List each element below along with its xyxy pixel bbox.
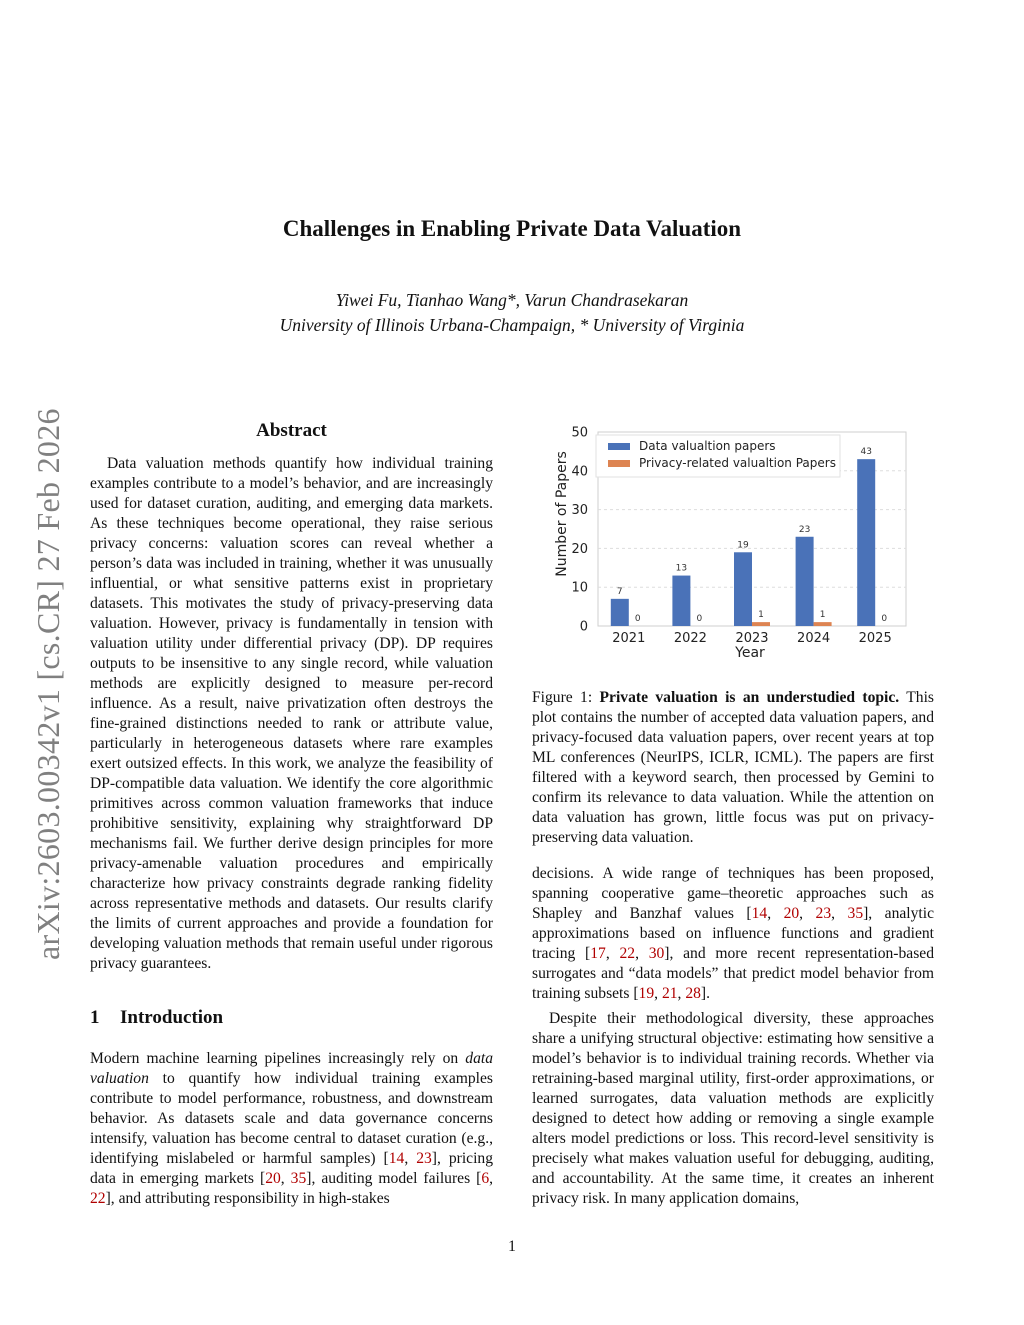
bar-data-valuation bbox=[672, 576, 690, 626]
legend-label-data-valuation: Data valualtion papers bbox=[639, 439, 776, 453]
x-tick-label: 2021 bbox=[612, 631, 646, 646]
y-tick-label: 30 bbox=[571, 503, 588, 519]
figure-caption-text: Figure 1: Private valuation is an understudied topic. This plot contains the number of accepted data valuation papers, and privacy-focused data valuation papers, over recent years at top ML conferences (NeurIPS, ICLR, ICML). The papers are first filtered with a keyword search, then processed by Gemini to confirm its relevance to data valuation. While the attention on data valuation has grown, little focus was put on privacy-preserving data valuation. bbox=[532, 689, 935, 846]
intro-paragraph: Modern machine learning pipelines increasingly rely on data valuation to quantify how individual training examples contribute to model performance, robustness, and downstream behavior. As datasets scale and data governance concerns intensify, valuation has become central to dataset curation (e.g., identifying mislabeled or harmful samples) [14, 23], pricing data in emerging markets [20, 35], auditing model failures [6, 22], and attributing responsibility in high-stakes bbox=[90, 1050, 494, 1207]
abstract-body bbox=[90, 454, 493, 974]
abstract-heading: Abstract bbox=[256, 420, 327, 441]
bar-data-valuation bbox=[857, 459, 875, 626]
x-axis-label: Year bbox=[735, 645, 765, 661]
citation-link[interactable]: 20 bbox=[265, 1170, 281, 1187]
figure-1-bar-chart bbox=[540, 418, 940, 668]
x-tick-label: 2023 bbox=[735, 631, 769, 646]
citation-link[interactable]: 28 bbox=[685, 985, 701, 1002]
x-tick-label: 2024 bbox=[797, 631, 831, 646]
data-label-privacy: 1 bbox=[758, 610, 764, 621]
citation-link[interactable]: 35 bbox=[847, 905, 864, 922]
bar-data-valuation bbox=[796, 537, 814, 626]
data-label-data-valuation: 43 bbox=[860, 447, 872, 458]
citation-link[interactable]: 17 bbox=[590, 945, 606, 962]
author-affiliations: University of Illinois Urbana-Champaign, * University of Virginia bbox=[279, 315, 745, 335]
section-heading bbox=[90, 1007, 223, 1029]
citation-link[interactable]: 20 bbox=[783, 905, 800, 922]
citation-link[interactable]: 19 bbox=[638, 985, 655, 1002]
section-number: 1 bbox=[90, 1007, 100, 1028]
y-tick-label: 0 bbox=[579, 619, 588, 635]
arxiv-sidebar-label: arXiv:2603.00342v1 [cs.CR] 27 Feb 2026 bbox=[30, 408, 66, 960]
intro-paragraph-3: Despite their methodological diversity, these approaches share a unifying structural objective: estimating how sensitive a model’s behavior is to individual training records. Whether via retraining-based marginal utility, first-order approximations, or learned surrogates, data valuation methods are explicitly designed to detect how adding or removing a single example alters model predictions or loss. This record-level sensitivity is precisely what makes valuation useful for debugging, auditing, and accountability. At the same time, it creates an inherent privacy risk. In many application domains, bbox=[532, 1010, 934, 1207]
section-title: Introduction bbox=[120, 1007, 224, 1028]
x-tick-label: 2022 bbox=[673, 631, 707, 646]
figure-caption bbox=[532, 688, 934, 848]
data-label-privacy: 0 bbox=[881, 614, 888, 624]
bar-data-valuation bbox=[734, 552, 752, 626]
right-column-body bbox=[532, 864, 934, 1209]
y-tick-label: 50 bbox=[571, 425, 588, 441]
citation-link[interactable]: 30 bbox=[648, 945, 665, 962]
abstract-text: Data valuation methods quantify how individual training examples contribute to a model’s behavior, and are increasingly used for dataset curation, auditing, and emerging data markets. As these techniques become operational, they raise serious privacy concerns: valuation scores can reveal whether a person’s data was included in training, whether it was unusually influential, or what sensitive patterns exist in proprietary datasets. This motivates the study of privacy-preserving data valuation. However, privacy is fundamentally in tension with valuation utility under differential privacy (DP). DP requires outputs to be insensitive to any single record, while valuation methods are explicitly designed to measure per-record influence. As a result, naive privatization often destroys the fine-grained distinctions needed to rank or attribute value, particularly in heterogeneous datasets where rare examples exert outsized effects. In this work, we analyze the feasibility of DP-compatible data valuation. We identify the core algorithmic primitives across common valuation frameworks that induce prohibitive sensitivity, explaining why straightforward DP mechanisms fail. We further derive design principles for more privacy-amenable valuation procedures and empirically characterize how privacy constraints degrade ranking fidelity across representative methods and datasets. Our results clarify the limits of current approaches and provide a foundation for developing valuation methods that remain useful under rigorous privacy guarantees. bbox=[90, 455, 493, 972]
bar-privacy-valuation bbox=[752, 622, 770, 626]
data-label-data-valuation: 13 bbox=[675, 563, 688, 574]
paper-title: Challenges in Enabling Private Data Valuation bbox=[282, 216, 742, 241]
intro-paragraph-2: decisions. A wide range of techniques has been proposed, spanning cooperative game–theoretic approaches such as Shapley and Banzhaf values [14, 20, 23, 35], analytic approximations based on influence functions and gradient tracing [17, 22, 30], and more recent representation-based surrogates and “data models” that predict model behavior from training subsets [19, 21, 28]. bbox=[532, 865, 935, 1002]
citation-link[interactable]: 14 bbox=[751, 905, 768, 922]
citation-link[interactable]: 6 bbox=[481, 1170, 490, 1187]
chart-legend bbox=[596, 435, 840, 477]
data-label-data-valuation: 7 bbox=[616, 586, 623, 597]
citation-link[interactable]: 22 bbox=[619, 945, 636, 962]
citation-link[interactable]: 22 bbox=[90, 1190, 106, 1207]
citation-link[interactable]: 14 bbox=[388, 1150, 405, 1167]
data-label-privacy: 0 bbox=[696, 614, 703, 624]
author-block bbox=[0, 288, 1024, 338]
y-axis-label: Number of Papers bbox=[554, 451, 570, 577]
data-label-data-valuation: 19 bbox=[737, 540, 749, 551]
legend-label-privacy: Privacy-related valualtion Papers bbox=[639, 456, 836, 470]
legend-swatch-privacy bbox=[608, 460, 630, 467]
y-tick-label: 10 bbox=[571, 580, 588, 596]
citation-link[interactable]: 35 bbox=[290, 1170, 307, 1187]
page-number: 1 bbox=[508, 1238, 516, 1255]
data-label-privacy: 1 bbox=[819, 610, 826, 621]
intro-body bbox=[90, 1049, 493, 1209]
legend-swatch-data-valuation bbox=[608, 443, 630, 450]
bar-privacy-valuation bbox=[814, 622, 832, 626]
citation-link[interactable]: 23 bbox=[815, 905, 832, 922]
x-tick-label: 2025 bbox=[858, 631, 892, 646]
data-label-privacy: 0 bbox=[634, 614, 641, 624]
citation-link[interactable]: 23 bbox=[416, 1150, 432, 1167]
citation-link[interactable]: 21 bbox=[661, 985, 678, 1002]
y-tick-label: 40 bbox=[571, 464, 588, 480]
bar-data-valuation bbox=[611, 599, 629, 626]
y-tick-label: 20 bbox=[571, 541, 588, 557]
author-names: Yiwei Fu, Tianhao Wang*, Varun Chandrasekaran bbox=[335, 290, 689, 310]
data-label-data-valuation: 23 bbox=[798, 524, 811, 535]
